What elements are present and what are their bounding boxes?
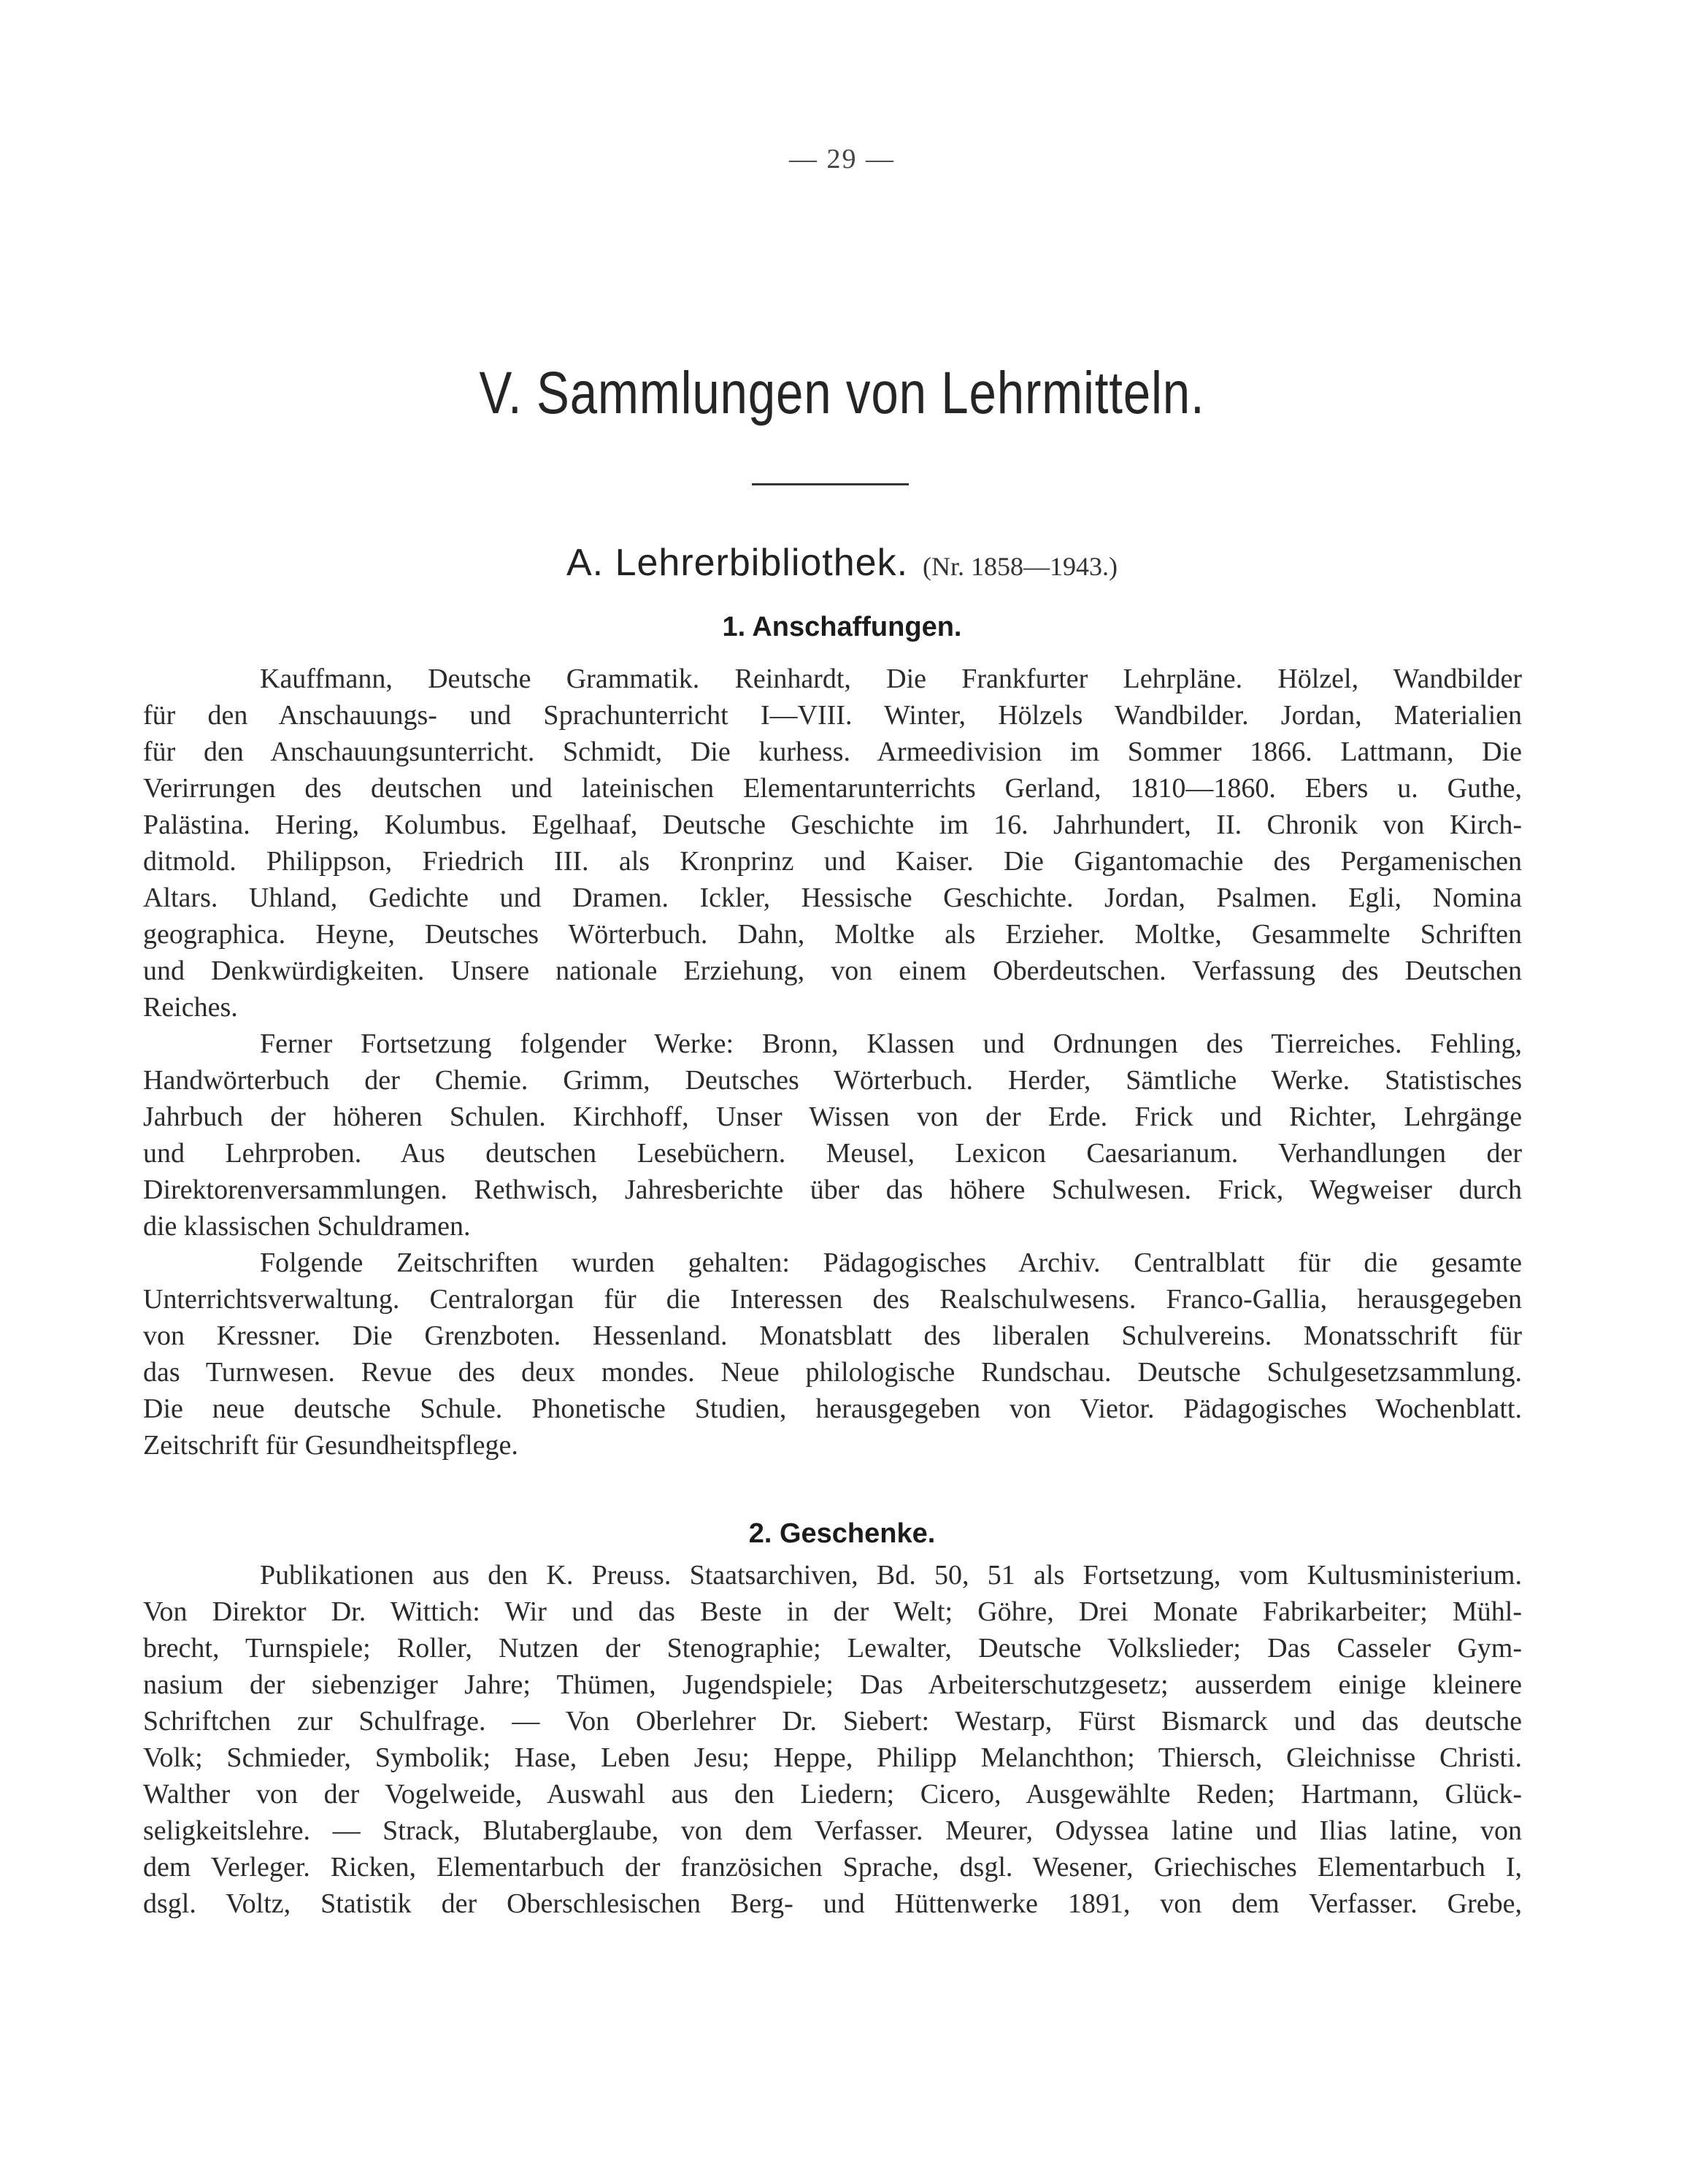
text-line: brecht, Turnspiele; Roller, Nutzen der Stenographie; Lewalter, Deutsche Volkslieder; Das Casseler Gym- bbox=[143, 1633, 1522, 1664]
text-line: Direktorenversammlungen. Rethwisch, Jahresberichte über das höhere Schulwesen. Frick, Wegweiser durch bbox=[143, 1174, 1522, 1205]
text-line: Von Direktor Dr. Wittich: Wir und das Beste in der Welt; Göhre, Drei Monate Fabrikarbeiter; Mühl- bbox=[143, 1596, 1522, 1627]
page-title: V. Sammlungen von Lehrmitteln. bbox=[479, 360, 1205, 426]
text-line: seligkeitslehre. — Strack, Blutaberglaube, von dem Verfasser. Meurer, Odyssea latine und Ilias latine, von bbox=[143, 1815, 1522, 1846]
text-line: Palästina. Hering, Kolumbus. Egelhaaf, Deutsche Geschichte im 16. Jahrhundert, II. Chronik von Kirch- bbox=[143, 810, 1522, 840]
text-line: für den Anschauungs- und Sprachunterricht I—VIII. Winter, Hölzels Wandbilder. Jordan, Materialien bbox=[143, 700, 1522, 731]
text-line: von Kressner. Die Grenzboten. Hessenland. Monatsblatt des liberalen Schulvereins. Monatsschrift für bbox=[143, 1320, 1522, 1351]
text-line: Reiches. bbox=[143, 992, 238, 1023]
text-line: Kauffmann, Deutsche Grammatik. Reinhardt, Die Frankfurter Lehrpläne. Hölzel, Wandbilder bbox=[260, 664, 1522, 694]
text-line: Folgende Zeitschriften wurden gehalten: Pädagogisches Archiv. Centralblatt für die gesamte bbox=[260, 1247, 1522, 1278]
text-line: Walther von der Vogelweide, Auswahl aus den Liedern; Cicero, Ausgewählte Reden; Hartmann, Glück- bbox=[143, 1779, 1522, 1810]
text-line: Jahrbuch der höheren Schulen. Kirchhoff, Unser Wissen von der Erde. Frick und Richter, Lehrgänge bbox=[143, 1101, 1522, 1132]
text-line: Ferner Fortsetzung folgender Werke: Bronn, Klassen und Ordnungen des Tierreiches. Fehling, bbox=[260, 1028, 1522, 1059]
text-line: Schriftchen zur Schulfrage. — Von Oberlehrer Dr. Siebert: Westarp, Fürst Bismarck und das deutsche bbox=[143, 1706, 1522, 1737]
subsection-heading-geschenke: 2. Geschenke. bbox=[748, 1518, 936, 1549]
text-line: das Turnwesen. Revue des deux mondes. Neue philologische Rundschau. Deutsche Schulgesetzsammlung. bbox=[143, 1357, 1522, 1388]
anschaffungen-text bbox=[143, 661, 1522, 1464]
text-line: Handwörterbuch der Chemie. Grimm, Deutsches Wörterbuch. Herder, Sämtliche Werke. Statistisches bbox=[143, 1065, 1522, 1096]
text-line: dsgl. Voltz, Statistik der Oberschlesischen Berg- und Hüttenwerke 1891, von dem Verfasser. Grebe, bbox=[143, 1888, 1522, 1919]
text-line: für den Anschauungsunterricht. Schmidt, Die kurhess. Armeedivision im Sommer 1866. Lattmann, Die bbox=[143, 737, 1522, 767]
text-line: Altars. Uhland, Gedichte und Dramen. Ickler, Hessische Geschichte. Jordan, Psalmen. Egli, Nomina bbox=[143, 883, 1522, 913]
section-title: A. Lehrerbibliothek. bbox=[566, 542, 909, 584]
text-line: ditmold. Philippson, Friedrich III. als Kronprinz und Kaiser. Die Gigantomachie des Pergamenischen bbox=[143, 846, 1522, 877]
text-line: Unterrichtsverwaltung. Centralorgan für die Interessen des Realschulwesens. Franco-Gallia, herausgegeben bbox=[143, 1284, 1522, 1315]
subsection-heading-anschaffungen: 1. Anschaffungen. bbox=[722, 612, 962, 642]
geschenke-text bbox=[143, 1557, 1522, 1922]
text-line: Volk; Schmieder, Symbolik; Hase, Leben Jesu; Heppe, Philipp Melanchthon; Thiersch, Gleichnisse Christi. bbox=[143, 1742, 1522, 1773]
section-heading bbox=[0, 541, 1684, 585]
text-line: die klassischen Schuldramen. bbox=[143, 1211, 471, 1242]
text-line: Die neue deutsche Schule. Phonetische Studien, herausgegeben von Vietor. Pädagogisches Wochenblatt. bbox=[143, 1393, 1522, 1424]
text-line: dem Verleger. Ricken, Elementarbuch der französichen Sprache, dsgl. Wesener, Griechisches Elementarbuch I, bbox=[143, 1852, 1522, 1883]
page-number: — 29 — bbox=[789, 144, 895, 174]
section-number-range: (Nr. 1858—1943.) bbox=[923, 552, 1118, 581]
text-line: Verirrungen des deutschen und lateinischen Elementarunterrichts Gerland, 1810—1860. Ebers u. Guthe, bbox=[143, 773, 1522, 804]
text-line: und Denkwürdigkeiten. Unsere nationale Erziehung, von einem Oberdeutschen. Verfassung des Deutschen bbox=[143, 956, 1522, 986]
text-line: nasium der siebenziger Jahre; Thümen, Jugendspiele; Das Arbeiterschutzgesetz; ausserdem einige kleinere bbox=[143, 1669, 1522, 1700]
text-line: geographica. Heyne, Deutsches Wörterbuch. Dahn, Moltke als Erzieher. Moltke, Gesammelte Schriften bbox=[143, 919, 1522, 950]
text-line: Publikationen aus den K. Preuss. Staatsarchiven, Bd. 50, 51 als Fortsetzung, vom Kultusministerium. bbox=[260, 1560, 1522, 1591]
title-divider bbox=[752, 483, 909, 485]
text-line: und Lehrproben. Aus deutschen Lesebüchern. Meusel, Lexicon Caesarianum. Verhandlungen der bbox=[143, 1138, 1522, 1169]
text-line: Zeitschrift für Gesundheitspflege. bbox=[143, 1430, 518, 1461]
